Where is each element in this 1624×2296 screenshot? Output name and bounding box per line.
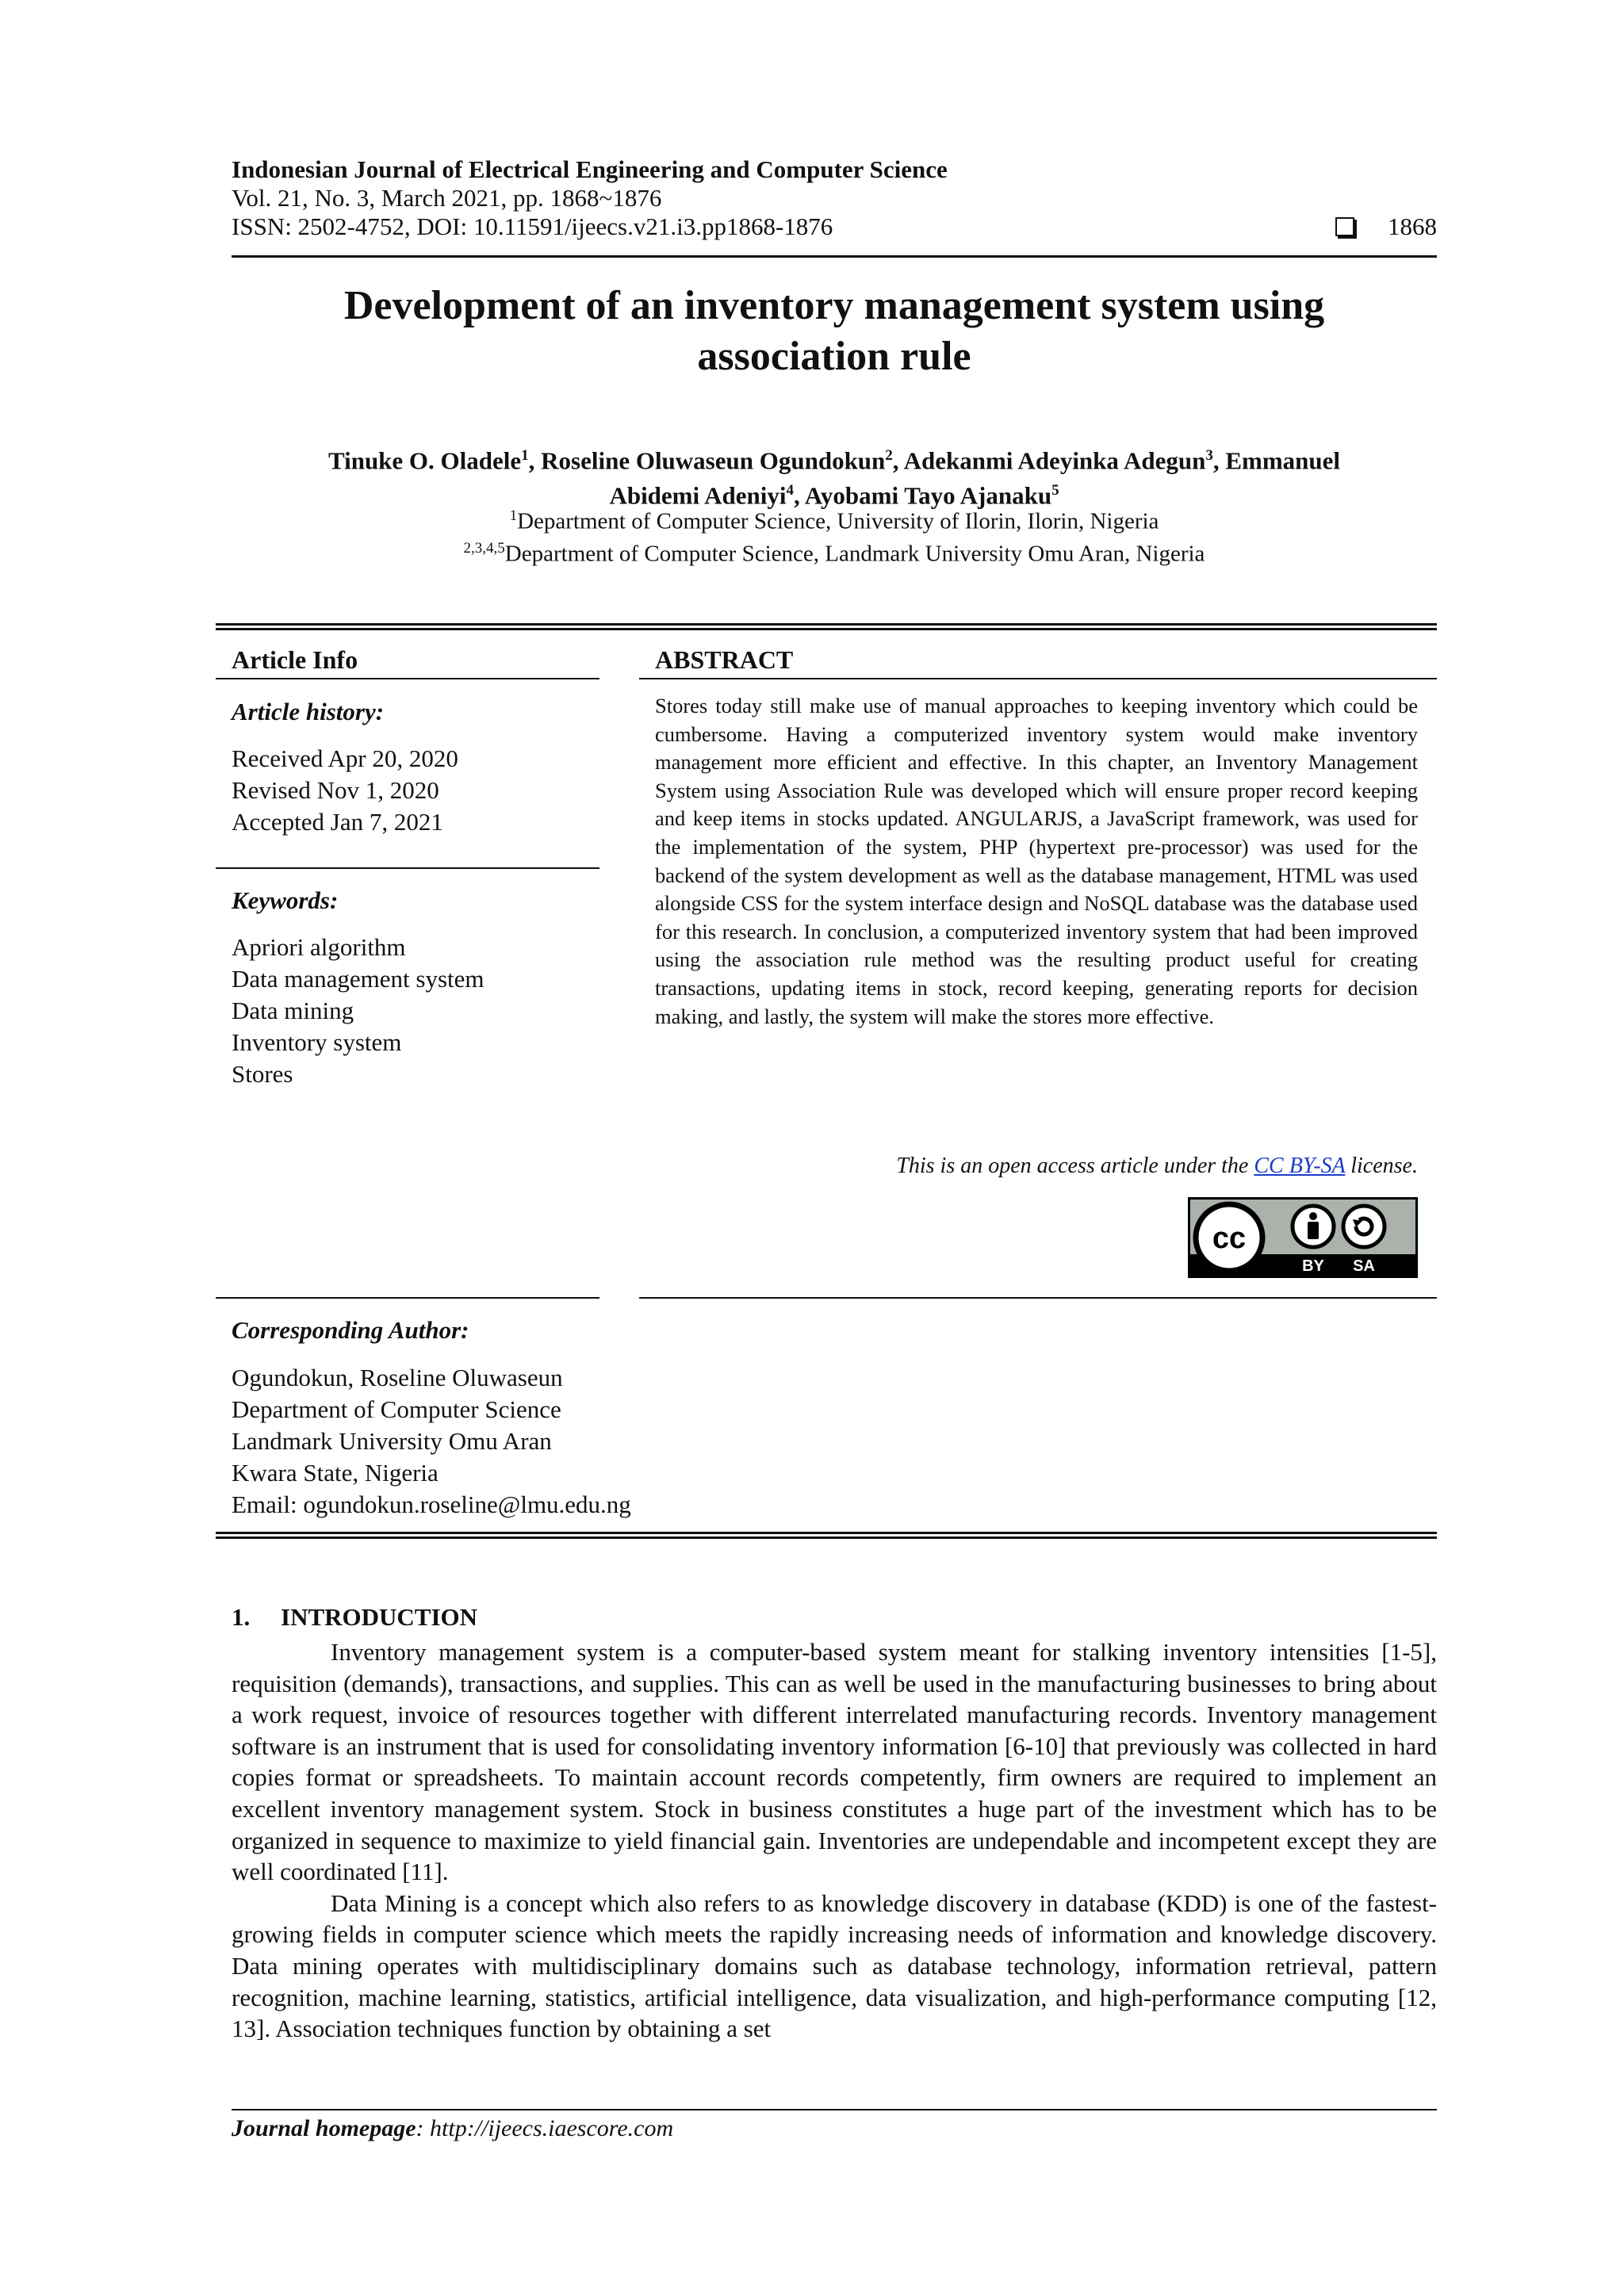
intro-paragraph-1: Inventory management system is a computer-based system meant for stalking inventory intensities [1-5], requisition (demands), transactions, and supplies. This can as well be used in the manufacturing businesses to bring about a work request, invoice of resources together with different interrelated manufacturing records. Inventory management software is an instrument that is used for consolidating inventory information [6-10] that previously was collected in hard copies format or spreadsheets. To maintain account records competently, firm owners are required to implement an excellent inventory management system. Stock in business constitutes a huge part of the investment which has to be organized in sequence to maximize to yield financial gain. Inventories are undependable and incompetent except they are well coordinated [11]. (232, 1638, 1437, 1886)
volume-line: Vol. 21, No. 3, March 2021, pp. 1868~1876 (232, 184, 662, 212)
article-history-heading: Article history: (232, 698, 385, 725)
corresponding-dept: Department of Computer Science (232, 1395, 561, 1423)
keywords-list (232, 932, 485, 1090)
issn-row (232, 212, 1437, 241)
corresponding-details (232, 1362, 631, 1521)
author-3-sup: 3 (1205, 447, 1213, 464)
by-label: BY (1302, 1257, 1324, 1275)
abstract-text: Stores today still make use of manual approaches to keeping inventory which could be cumbersome. Having a computerized inventory system would make inventory management more efficient and effective. In this chapter, an Inventory Management System using Association Rule was developed which will ensure proper record keeping and keep items in stocks updated. ANGULARJS, a JavaScript framework, was used for the implementation of the system, PHP (hypertext pre-processor) was used for the backend of the system development as well as the database management, HTML was used alongside CSS for the system interface design and NoSQL database was the database used for this research. In conclusion, a computerized inventory system that had been improved using the association rule method was the resulting product useful for creating transactions, updating items in stock, record keeping, generating reports for decision making, and lastly, the system will make the stores more effective. (655, 694, 1418, 1028)
page-number-group (1335, 212, 1437, 241)
author-5: , Ayobami Tayo Ajanaku (794, 481, 1052, 510)
info-top-rule-b (216, 628, 1437, 630)
author-4: Abidemi Adeniyi (609, 481, 787, 510)
corresponding-rule-left (216, 1297, 599, 1299)
header-rule (232, 255, 1437, 258)
issn-line: ISSN: 2502-4752, DOI: 10.11591/ijeecs.v21.i3.pp1868-1876 (232, 212, 833, 240)
info-top-rule-a (216, 623, 1437, 626)
corresponding-heading: Corresponding Author: (232, 1316, 469, 1344)
journal-homepage: Journal homepage: http://ijeecs.iaescore.com (232, 2115, 674, 2141)
corresponding-rule-right (639, 1297, 1437, 1299)
paper-title (232, 281, 1437, 382)
cc-by-sa-badge[interactable] (1188, 1197, 1418, 1278)
corresponding-email[interactable]: Email: ogundokun.roseline@lmu.edu.ng (232, 1490, 631, 1518)
introduction-body (232, 1636, 1437, 2045)
info-bottom-rule-b (216, 1536, 1437, 1539)
running-header (232, 155, 1437, 241)
keyword-item: Data mining (232, 997, 354, 1024)
keyword-item: Stores (232, 1060, 293, 1088)
sa-label: SA (1353, 1257, 1375, 1275)
history-received: Received Apr 20, 2020 (232, 744, 458, 772)
corresponding-state: Kwara State, Nigeria (232, 1459, 439, 1487)
author-list (232, 441, 1437, 511)
author-4-pre: , Emmanuel (1212, 446, 1341, 475)
article-info-rule (216, 678, 599, 679)
affiliation-1: $^1$Department of Computer Science, University of Ilorin, Ilorin, Nigeria (509, 507, 1159, 534)
history-accepted: Accepted Jan 7, 2021 (232, 808, 443, 836)
author-5-sup: 5 (1051, 482, 1059, 499)
page-number: 1868 (1388, 212, 1437, 240)
keyword-item: Apriori algorithm (232, 933, 406, 961)
cc-text: cc (1212, 1222, 1247, 1255)
journal-name: Indonesian Journal of Electrical Engineering and Computer Science (232, 155, 948, 183)
keyword-item: Inventory system (232, 1028, 402, 1056)
author-4-sup: 4 (786, 482, 795, 499)
footer-rule (232, 2109, 1437, 2110)
open-access-notice: This is an open access article under the CC BY-SA license. (896, 1154, 1418, 1178)
keywords-heading: Keywords: (232, 886, 339, 914)
author-2: , Roseline Oluwaseun Ogundokun (528, 446, 886, 475)
affiliation-2: $^{2,3,4,5}$Department of Computer Science, Landmark University Omu Aran, Nigeria (463, 539, 1205, 567)
square-bullet-icon (1335, 217, 1354, 236)
info-bottom-rule-a (216, 1532, 1437, 1534)
title-line-1: Development of an inventory management system using (343, 283, 1325, 328)
keywords-rule (216, 867, 599, 869)
author-1: Tinuke O. Oladele (327, 446, 522, 475)
homepage-url[interactable]: http://ijeecs.iaescore.com (430, 2115, 674, 2141)
abstract-rule (639, 678, 1437, 679)
history-revised: Revised Nov 1, 2020 (232, 776, 439, 804)
introduction-heading: 1. INTRODUCTION (232, 1603, 478, 1631)
cc-badge-graphic (1188, 1197, 1418, 1278)
author-1-sup: 1 (521, 447, 529, 464)
corresponding-name: Ogundokun, Roseline Oluwaseun (232, 1364, 563, 1391)
article-history-list (232, 743, 458, 838)
author-2-sup: 2 (885, 447, 893, 464)
license-link[interactable]: CC BY-SA (1254, 1154, 1346, 1178)
article-info-heading: Article Info (232, 645, 358, 674)
keyword-item: Data management system (232, 965, 485, 993)
affiliations (232, 503, 1437, 567)
corresponding-univ: Landmark University Omu Aran (232, 1427, 552, 1455)
title-line-2: association rule (697, 334, 971, 379)
author-3: , Adekanmi Adeyinka Adegun (892, 446, 1206, 475)
abstract-heading: ABSTRACT (655, 645, 794, 674)
footer-label: Journal homepage (232, 2115, 416, 2141)
sa-share-icon (1343, 1206, 1385, 1247)
intro-paragraph-2: Data Mining is a concept which also refers to as knowledge discovery in database (KDD) is one of the fastest-growing fields in computer science which meets the rapidly increasing needs of information and knowledge discovery. Data mining operates with multidisciplinary domains such as database technology, information retrieval, pattern recognition, machine learning, statistics, artificial intelligence, data visualization, and high-performance computing [12, 13]. Association techniques function by obtaining a set (232, 1888, 1437, 2043)
